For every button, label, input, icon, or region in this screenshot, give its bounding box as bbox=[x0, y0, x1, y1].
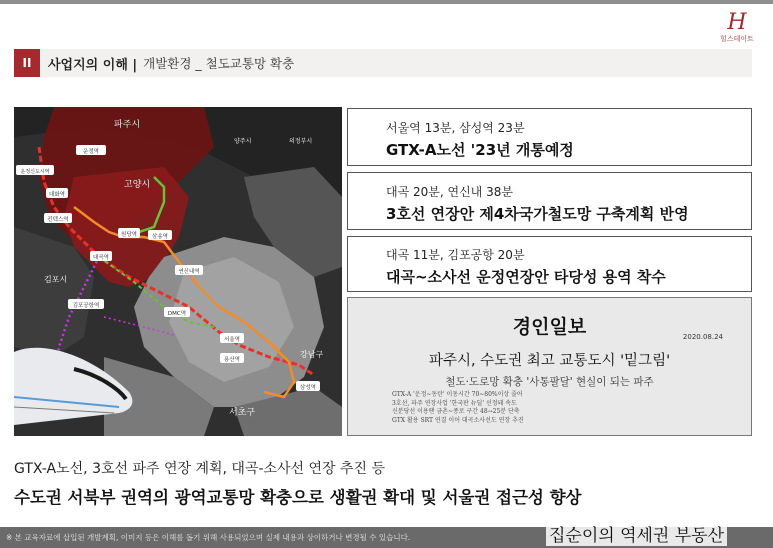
region-label: 의정부시 bbox=[289, 138, 313, 145]
station-marker bbox=[46, 188, 68, 198]
summary-line: GTX-A노선, 3호선 파주 연장 계획, 대곡-소사선 연장 추진 등 bbox=[14, 461, 386, 477]
info-box-detail: 서울역 13분, 삼성역 23분 bbox=[386, 121, 525, 135]
station-marker bbox=[220, 333, 244, 343]
news-summary bbox=[392, 391, 524, 425]
station-marker bbox=[118, 228, 140, 238]
region-label: 양주시 bbox=[234, 138, 252, 145]
info-box-daegok-sosa bbox=[347, 236, 752, 292]
station-marker bbox=[148, 230, 172, 240]
svg-text:김포공항역: 김포공항역 bbox=[72, 303, 100, 309]
news-summary-line: 신분당선 이용땐 금촌~종로 구간 48→25분 단축 bbox=[392, 408, 520, 415]
station-marker bbox=[76, 145, 106, 155]
station-marker bbox=[16, 165, 54, 175]
watermark: 집순이의 역세권 부동산 bbox=[546, 521, 727, 546]
region-label: 파주시 bbox=[114, 120, 141, 130]
station-marker bbox=[164, 307, 190, 317]
svg-text:DMC역: DMC역 bbox=[167, 311, 187, 317]
info-box-headline: 3호선 연장안 제4차국가철도망 구축계획 반영 bbox=[386, 205, 689, 223]
info-box-detail: 대곡 20분, 연신내 38분 bbox=[386, 185, 513, 199]
section-title: 사업지의 이해 | bbox=[48, 57, 138, 73]
region-label: 강남구 bbox=[300, 350, 324, 359]
news-summary-line: GTX 활용 SRT 연결 이어 대곡소사선도 연장 추진 bbox=[392, 416, 524, 424]
station-marker bbox=[44, 213, 72, 223]
section-header bbox=[14, 49, 752, 77]
svg-text:운정신도시역: 운정신도시역 bbox=[20, 169, 50, 175]
svg-text:삼송역: 삼송역 bbox=[152, 234, 168, 240]
news-headline: 파주시, 수도권 최고 교통도시 '밑그림' bbox=[428, 353, 671, 369]
logo-text: 힐스테이트 bbox=[720, 35, 754, 43]
footnote-text: ※ 본 교육자료에 삽입된 개발계획, 이미지 등은 이해를 돕기 위해 사용되었으며 실제 내용과 상이하거나 변경될 수 있습니다. bbox=[6, 533, 411, 542]
top-rule bbox=[0, 0, 773, 4]
svg-text:용산역: 용산역 bbox=[224, 357, 240, 363]
region-label: 김포시 bbox=[44, 275, 68, 284]
railway-map bbox=[14, 107, 342, 436]
info-box-detail: 대곡 11분, 김포공항 20분 bbox=[386, 248, 525, 262]
station-marker bbox=[220, 353, 244, 363]
info-box-headline: 대곡~소사선 운정연장안 타당성 용역 착수 bbox=[386, 268, 666, 286]
region-label: 서초구 bbox=[229, 408, 256, 418]
station-marker bbox=[175, 265, 203, 275]
svg-text:운정역: 운정역 bbox=[83, 149, 99, 155]
brand-logo bbox=[716, 12, 758, 48]
svg-text:대곡역: 대곡역 bbox=[93, 255, 109, 261]
svg-text:연신내역: 연신내역 bbox=[178, 269, 200, 275]
svg-text:킨텍스역: 킨텍스역 bbox=[47, 217, 69, 223]
svg-text:삼성역: 삼성역 bbox=[300, 385, 316, 391]
news-clipping bbox=[347, 297, 752, 436]
info-box-gtx-a bbox=[347, 108, 752, 166]
station-marker bbox=[296, 381, 320, 391]
info-box-line3 bbox=[347, 172, 752, 230]
news-summary-line: 3호선, 파주 연장사업 '한국판 뉴딜' 선정돼 속도 bbox=[392, 399, 517, 407]
section-subtitle: 개발환경 _ 철도교통망 확충 bbox=[143, 56, 295, 71]
section-number: II bbox=[14, 49, 40, 77]
news-subhead: 철도·도로망 확충 '사통팔달' 현실이 되는 파주 bbox=[445, 376, 654, 388]
logo-mark: H bbox=[727, 10, 747, 35]
station-marker bbox=[68, 299, 104, 309]
summary-headline: 수도권 서북부 권역의 광역교통망 확충으로 생활권 확대 및 서울권 접근성 향상 bbox=[14, 488, 582, 507]
region-label: 고양시 bbox=[124, 180, 151, 190]
svg-text:대화역: 대화역 bbox=[49, 192, 65, 198]
info-box-headline: GTX-A노선 '23년 개통예정 bbox=[386, 141, 574, 159]
station-marker bbox=[90, 251, 112, 261]
svg-text:서울역: 서울역 bbox=[224, 337, 240, 343]
news-summary-line: GTX-A '운정~동탄' 이동시간 70~80%이상 줄어 bbox=[392, 391, 523, 398]
svg-text:원당역: 원당역 bbox=[121, 232, 137, 238]
news-date: 2020.08.24 bbox=[682, 333, 723, 341]
newspaper-name: 경인일보 bbox=[512, 316, 587, 338]
